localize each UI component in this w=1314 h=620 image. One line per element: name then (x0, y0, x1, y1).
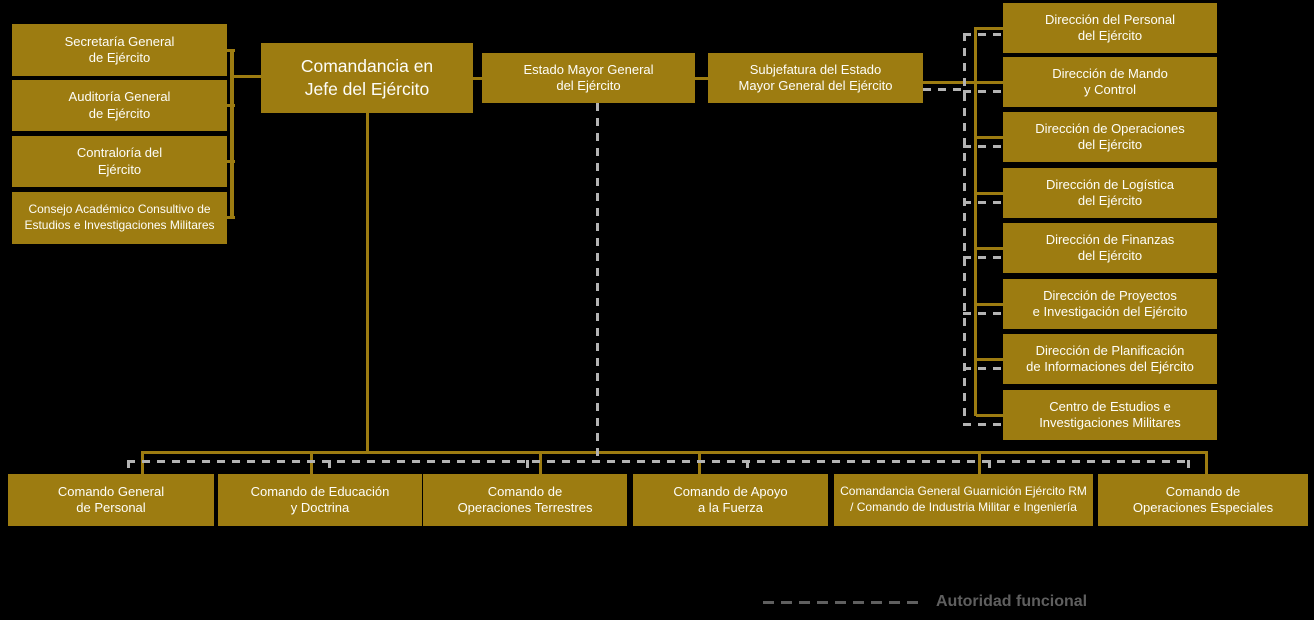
dashed-drop-comando-2 (328, 460, 331, 474)
connector-subjefatura-right-trunk (923, 81, 977, 84)
connector-comandancia-estado-mayor (473, 77, 482, 80)
connector-stub-contraloria (227, 160, 235, 163)
dashed-drop-comando-6 (1187, 460, 1190, 474)
connector-stub-dir-operaciones (976, 136, 1003, 139)
connector-trunk-to-comandancia (233, 75, 261, 78)
dashed-stub-dir-finanzas (963, 256, 1003, 259)
connector-estado-mayor-subjefatura (695, 77, 708, 80)
box-direccion-finanzas: Dirección de Finanzas del Ejército (1003, 223, 1217, 273)
dashed-bottom-rail (127, 460, 1190, 463)
dashed-stub-centro-estudios (963, 423, 1003, 426)
box-secretaria-general: Secretaría General de Ejército (12, 24, 227, 76)
box-comandancia-guarnicion-rm: Comandancia General Guarnición Ejército RM / Comando de Industria Militar e Ingeniería (834, 474, 1093, 526)
dashed-stub-dir-proyectos (963, 312, 1003, 315)
box-comando-apoyo-fuerza: Comando de Apoyo a la Fuerza (633, 474, 828, 526)
box-contraloria: Contraloría del Ejército (12, 136, 227, 187)
dashed-stub-dir-planificacion (963, 367, 1003, 370)
box-direccion-logistica: Dirección de Logística del Ejército (1003, 168, 1217, 218)
connector-stub-dir-proyectos (976, 303, 1003, 306)
connector-bottom-rail (141, 451, 1208, 454)
box-centro-estudios: Centro de Estudios e Investigaciones Militares (1003, 390, 1217, 440)
box-comandancia-en-jefe: Comandancia en Jefe del Ejército (261, 43, 473, 113)
connector-stub-dir-personal (976, 27, 1003, 30)
connector-stub-dir-logistica (976, 192, 1003, 195)
dashed-drop-comando-4 (746, 460, 749, 474)
dashed-stub-dir-personal (963, 33, 1003, 36)
connector-stub-dir-finanzas (976, 247, 1003, 250)
legend-label: Autoridad funcional (936, 593, 1088, 610)
dashed-estado-mayor-trunk (596, 103, 599, 461)
dashed-subjefatura-link (923, 88, 966, 91)
box-direccion-operaciones: Dirección de Operaciones del Ejército (1003, 112, 1217, 162)
box-comando-operaciones-especiales: Comando de Operaciones Especiales (1098, 474, 1308, 526)
box-comando-general-personal: Comando General de Personal (8, 474, 214, 526)
dashed-drop-comando-1 (127, 460, 130, 474)
box-direccion-mando-control: Dirección de Mando y Control (1003, 57, 1217, 107)
box-direccion-proyectos: Dirección de Proyectos e Investigación del Ejército (1003, 279, 1217, 329)
box-estado-mayor-general: Estado Mayor General del Ejército (482, 53, 695, 103)
dashed-drop-comando-5 (988, 460, 991, 474)
legend-dashed-line (763, 601, 923, 604)
dashed-stub-dir-logistica (963, 201, 1003, 204)
box-comando-educacion-doctrina: Comando de Educación y Doctrina (218, 474, 422, 526)
box-subjefatura-estado-mayor: Subjefatura del Estado Mayor General del Ejército (708, 53, 923, 103)
box-consejo-academico: Consejo Académico Consultivo de Estudios e Investigaciones Militares (12, 192, 227, 244)
connector-stub-centro-estudios (976, 414, 1003, 417)
dashed-drop-comando-3 (526, 460, 529, 474)
box-direccion-planificacion: Dirección de Planificación de Informaciones del Ejército (1003, 334, 1217, 384)
connector-stub-dir-planificacion (976, 358, 1003, 361)
box-auditoria-general: Auditoría General de Ejército (12, 80, 227, 131)
connector-stub-secretaria (227, 49, 235, 52)
dashed-stub-dir-operaciones (963, 145, 1003, 148)
connector-comandancia-trunk (366, 113, 369, 454)
connector-drop-comando-6 (1205, 451, 1208, 474)
connector-stub-dir-mando (976, 81, 1003, 84)
connector-stub-consejo (227, 216, 235, 219)
connector-stub-auditoria (227, 104, 235, 107)
dashed-stub-dir-mando (963, 90, 1003, 93)
box-direccion-personal: Dirección del Personal del Ejército (1003, 3, 1217, 53)
box-comando-operaciones-terrestres: Comando de Operaciones Terrestres (423, 474, 627, 526)
